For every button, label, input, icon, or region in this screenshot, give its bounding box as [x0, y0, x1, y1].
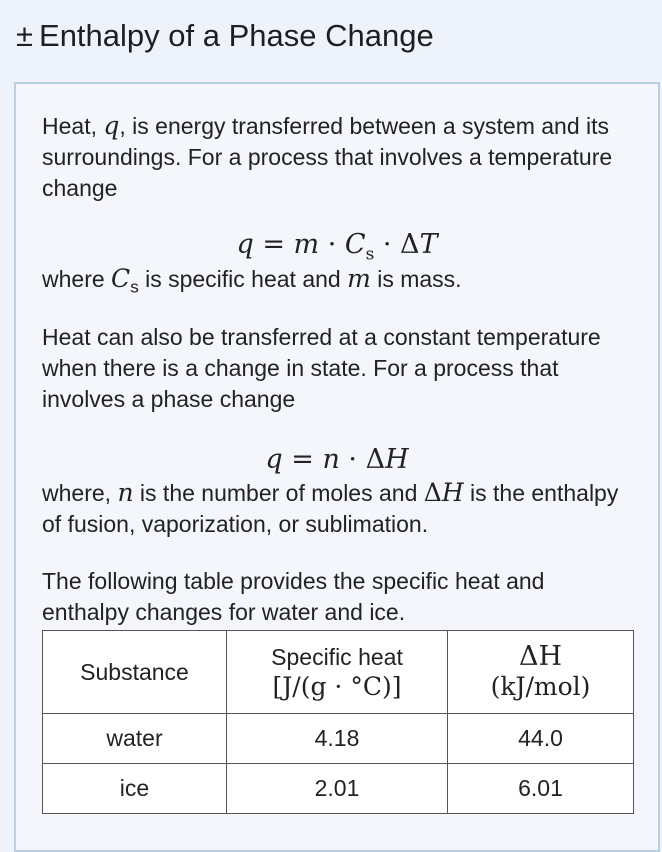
header-specific-heat-unit: [J/(g · °C)]: [272, 672, 402, 701]
eq2-h: H: [385, 444, 409, 475]
where-enthalpy: [42, 477, 632, 540]
eq2-equals: =: [282, 444, 323, 475]
header-specific-heat-label: Specific heat: [271, 644, 403, 670]
table-row: [43, 764, 634, 814]
where2-delta: Δ: [423, 478, 442, 507]
where1-c: C: [111, 264, 131, 293]
eq1-c: C: [344, 229, 366, 260]
eq1-t: T: [419, 229, 438, 260]
table-header-row: [43, 631, 634, 714]
eq1-dot: ·: [319, 229, 345, 260]
expand-collapse-icon[interactable]: ±: [16, 18, 34, 53]
intro-paragraph: [42, 110, 632, 204]
eq1-q: q: [236, 229, 254, 260]
table-row: [43, 714, 634, 764]
intro-text-a: Heat,: [42, 113, 104, 139]
cell-specific-heat: 4.18: [227, 714, 448, 764]
cell-delta-h: 6.01: [448, 764, 634, 814]
header-delta-h: [448, 631, 634, 714]
header-specific-heat: [227, 631, 448, 714]
where1-sub: s: [130, 277, 139, 297]
where2-h: H: [441, 478, 464, 507]
section-title: Enthalpy of a Phase Change: [39, 18, 434, 53]
header-delta-h-label: ΔH: [518, 641, 563, 672]
eq1-sub: s: [365, 244, 375, 265]
eq1-delta: Δ: [400, 229, 420, 260]
where1-c-text: is mass.: [370, 266, 462, 292]
where1-a: where: [42, 266, 112, 292]
eq1-equals: =: [253, 229, 294, 260]
header-delta-h-unit: (kJ/mol): [490, 672, 591, 701]
eq2-n: n: [322, 444, 340, 475]
eq1-dot-2: ·: [374, 229, 401, 260]
equation-enthalpy: [42, 443, 632, 477]
where-specific-heat: [42, 263, 632, 303]
intro-text-b: , is energy transferred between a system and its surroundings. For a process that involves a temperature change: [42, 113, 613, 201]
where2-b: is the number of moles and: [133, 480, 424, 506]
eq2-q: q: [265, 444, 283, 475]
eq1-m: m: [293, 229, 320, 260]
section-header[interactable]: [16, 14, 434, 58]
where2-n: n: [117, 478, 134, 507]
table-intro-paragraph: The following table provides the specific heat and enthalpy changes for water and ice.: [42, 568, 545, 625]
data-table: [42, 630, 634, 814]
math-q: q: [103, 111, 120, 140]
where2-a: where,: [42, 480, 118, 506]
cell-substance: water: [43, 714, 227, 764]
where2-c: is the enthalpy of fusion, vaporization, or sublimation.: [42, 480, 619, 537]
where1-b: is specific heat and: [138, 266, 348, 292]
cell-specific-heat: 2.01: [227, 764, 448, 814]
eq2-dot: ·: [339, 444, 366, 475]
cell-substance: ice: [43, 764, 227, 814]
eq2-delta: Δ: [365, 444, 386, 475]
header-substance: Substance: [43, 631, 227, 714]
phase-change-paragraph: Heat can also be transferred at a constant temperature when there is a change in state. For a process that involves a phase change: [42, 324, 601, 412]
cell-delta-h: 44.0: [448, 714, 634, 764]
where1-m: m: [347, 264, 371, 293]
